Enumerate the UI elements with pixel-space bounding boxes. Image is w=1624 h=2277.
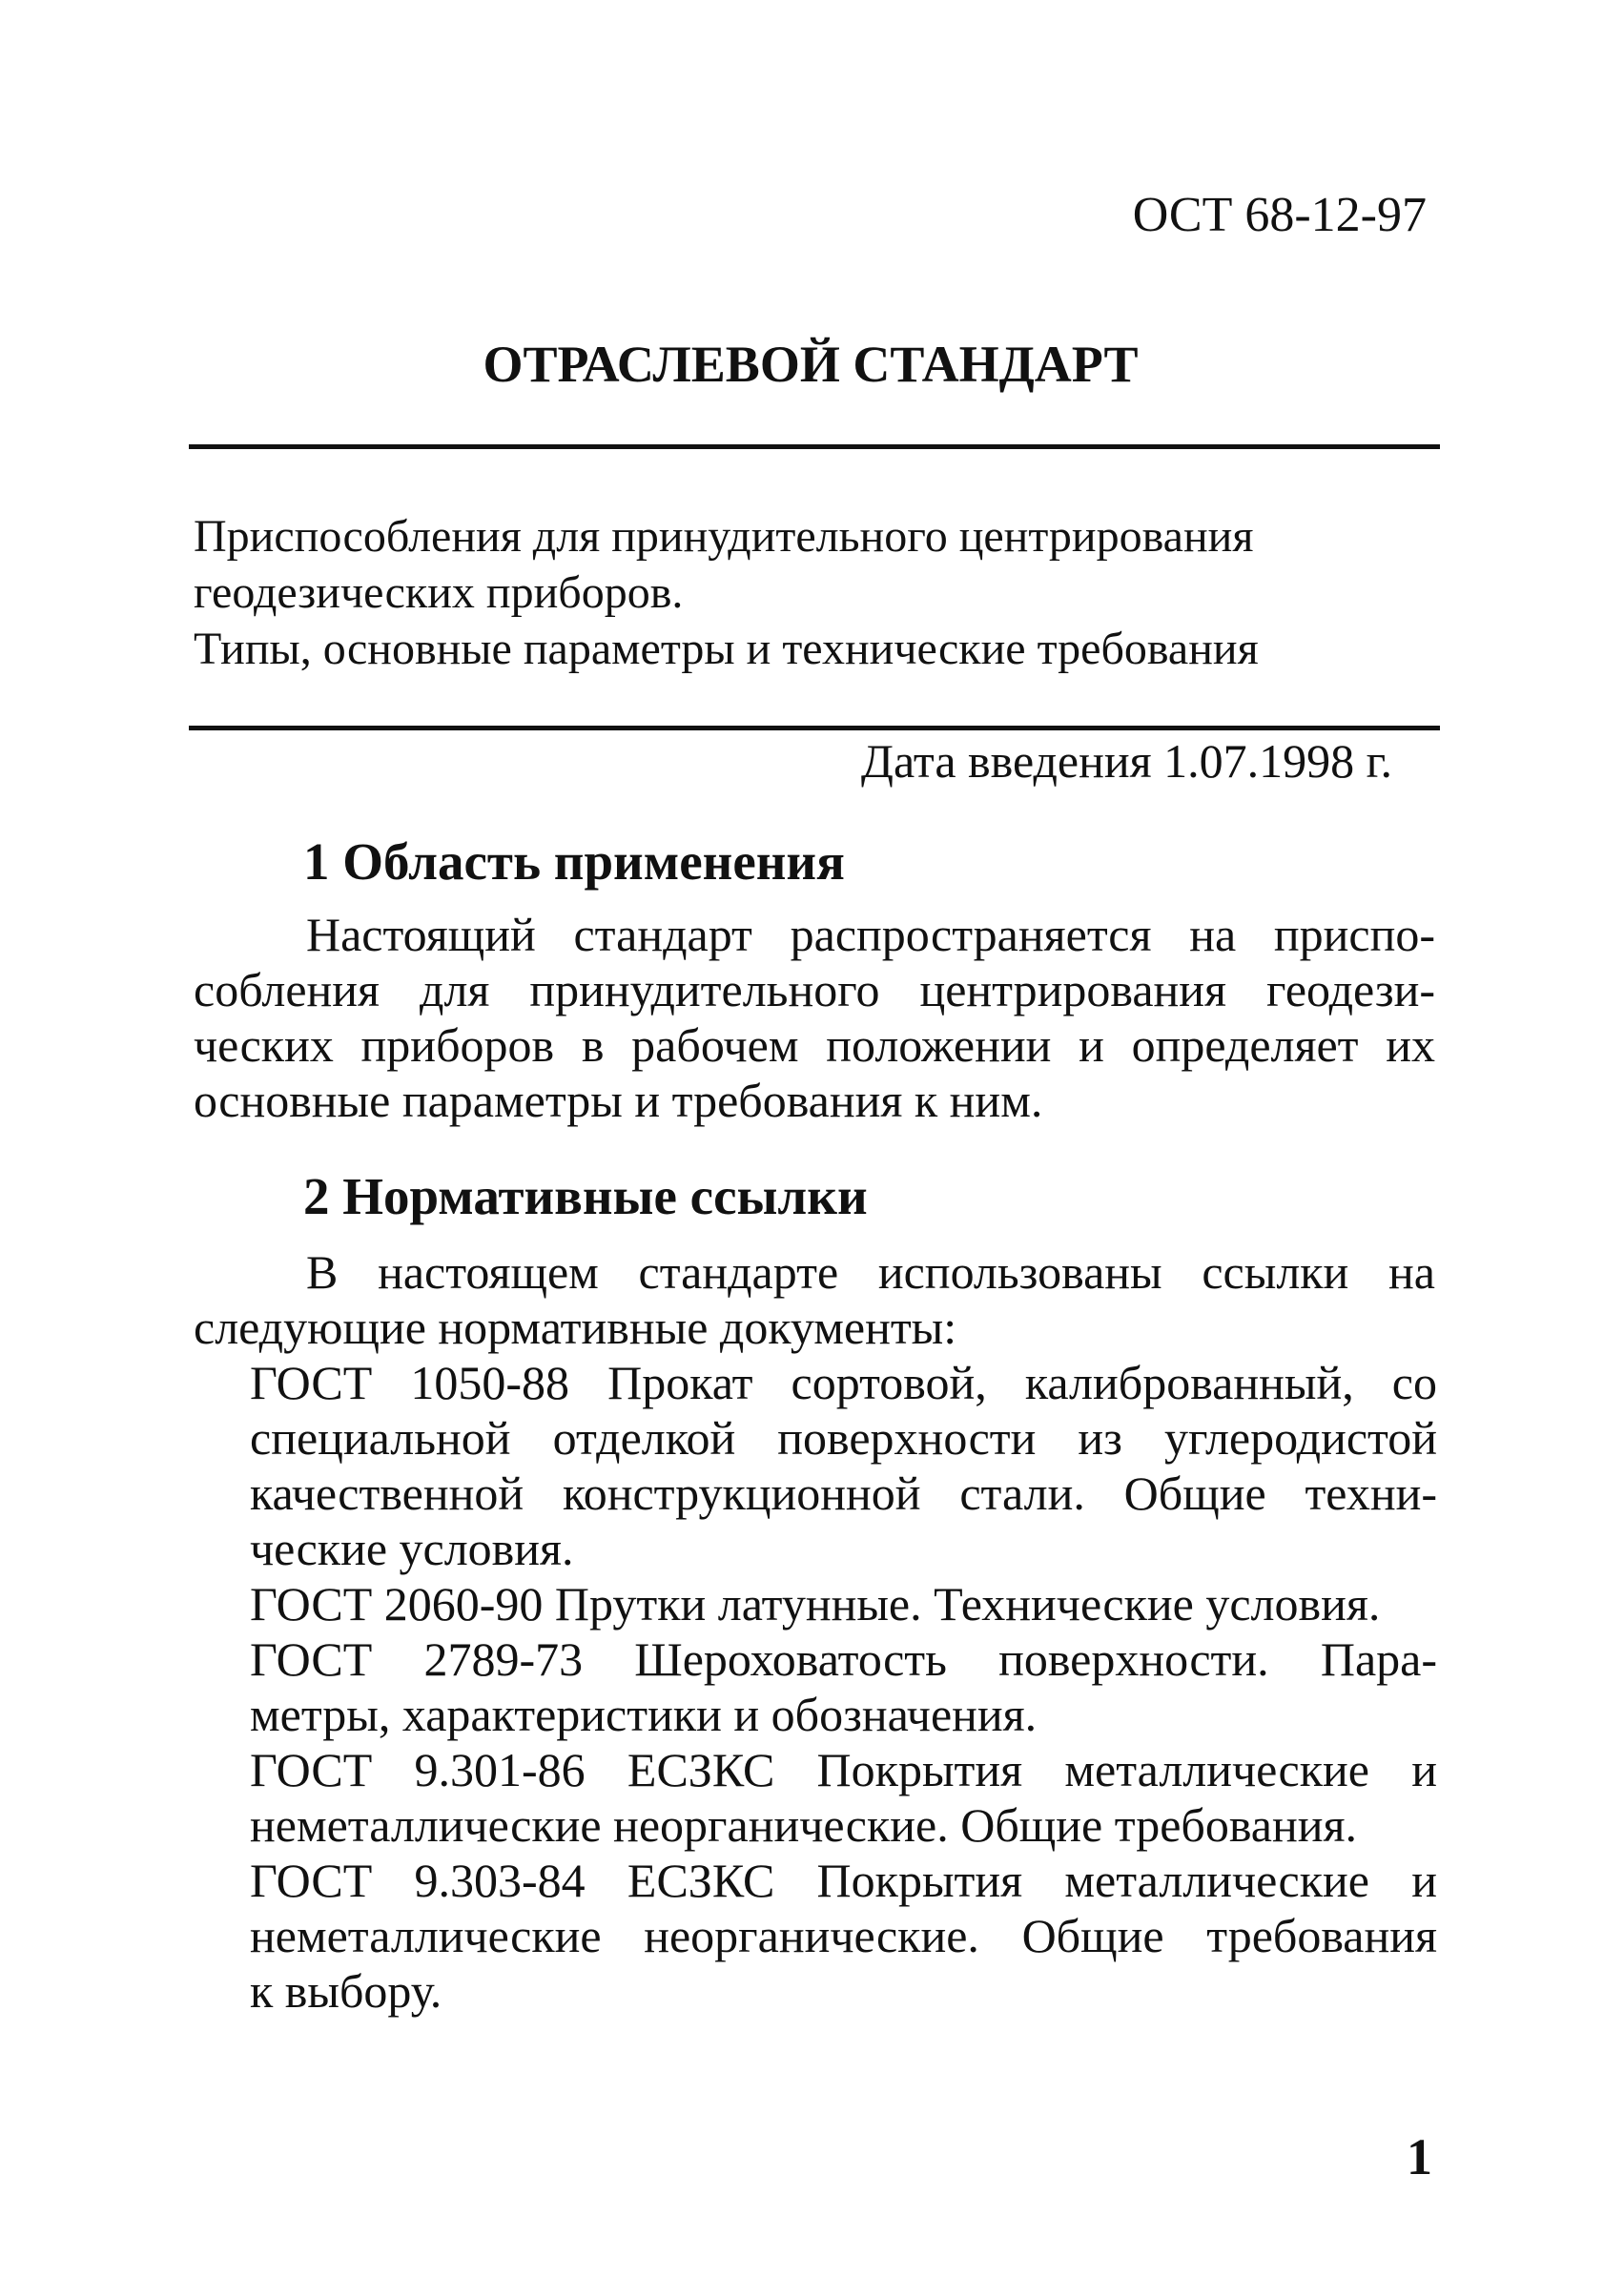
section-heading-scope: 1 Область применения [303, 832, 845, 891]
paragraph-line: Настоящий стандарт распространяется на приспо- [306, 908, 1435, 961]
document-subject [194, 508, 1452, 677]
document-title: ОТРАСЛЕВОЙ СТАНДАРТ [483, 336, 1139, 393]
references-intro [194, 1244, 1435, 1355]
subject-line: Приспособления для принудительного центрирования [194, 511, 1254, 562]
paragraph-line: собления для принудительного центрирования геодези- [194, 963, 1435, 1016]
reference-line: ГОСТ 1050-88 Прокат сортовой, калиброванный, со [250, 1356, 1437, 1409]
introduction-date: Дата введения 1.07.1998 г. [860, 734, 1392, 788]
reference-line: неметаллические неорганические. Общие требования [250, 1909, 1437, 1962]
document-code: ОСТ 68-12-97 [1132, 188, 1427, 242]
reference-line: качественной конструкционной стали. Общие техни- [250, 1467, 1437, 1520]
reference-line: метры, характеристики и обозначения. [250, 1688, 1038, 1741]
bottom-divider [189, 726, 1440, 730]
reference-line: неметаллические неорганические. Общие требования. [250, 1798, 1357, 1852]
section-heading-references: 2 Нормативные ссылки [303, 1167, 868, 1225]
references-list [250, 1355, 1437, 2019]
subject-line: геодезических приборов. [194, 567, 684, 618]
paragraph-line: В настоящем стандарте использованы ссылки на [306, 1245, 1435, 1299]
subject-line: Типы, основные параметры и технические требования [194, 624, 1259, 674]
reference-line: к выбору. [250, 1964, 442, 2018]
reference-line: ГОСТ 2789-73 Шероховатость поверхности. Пара- [250, 1632, 1437, 1686]
reference-line: ГОСТ 9.303-84 ЕСЗКС Покрытия металлические и [250, 1854, 1437, 1907]
paragraph-line: следующие нормативные документы: [194, 1301, 957, 1354]
paragraph-line: основные параметры и требования к ним. [194, 1074, 1043, 1127]
top-divider [189, 444, 1440, 449]
reference-line: ГОСТ 9.301-86 ЕСЗКС Покрытия металлические и [250, 1743, 1437, 1796]
paragraph-line: ческих приборов в рабочем положении и определяет их [194, 1018, 1435, 1072]
scope-paragraph [194, 907, 1435, 1128]
reference-line: специальной отделкой поверхности из углеродистой [250, 1411, 1437, 1465]
reference-line: ГОСТ 2060-90 Прутки латунные. Технические условия. [250, 1577, 1381, 1631]
reference-line: ческие условия. [250, 1522, 574, 1575]
page-number: 1 [1407, 2128, 1432, 2185]
